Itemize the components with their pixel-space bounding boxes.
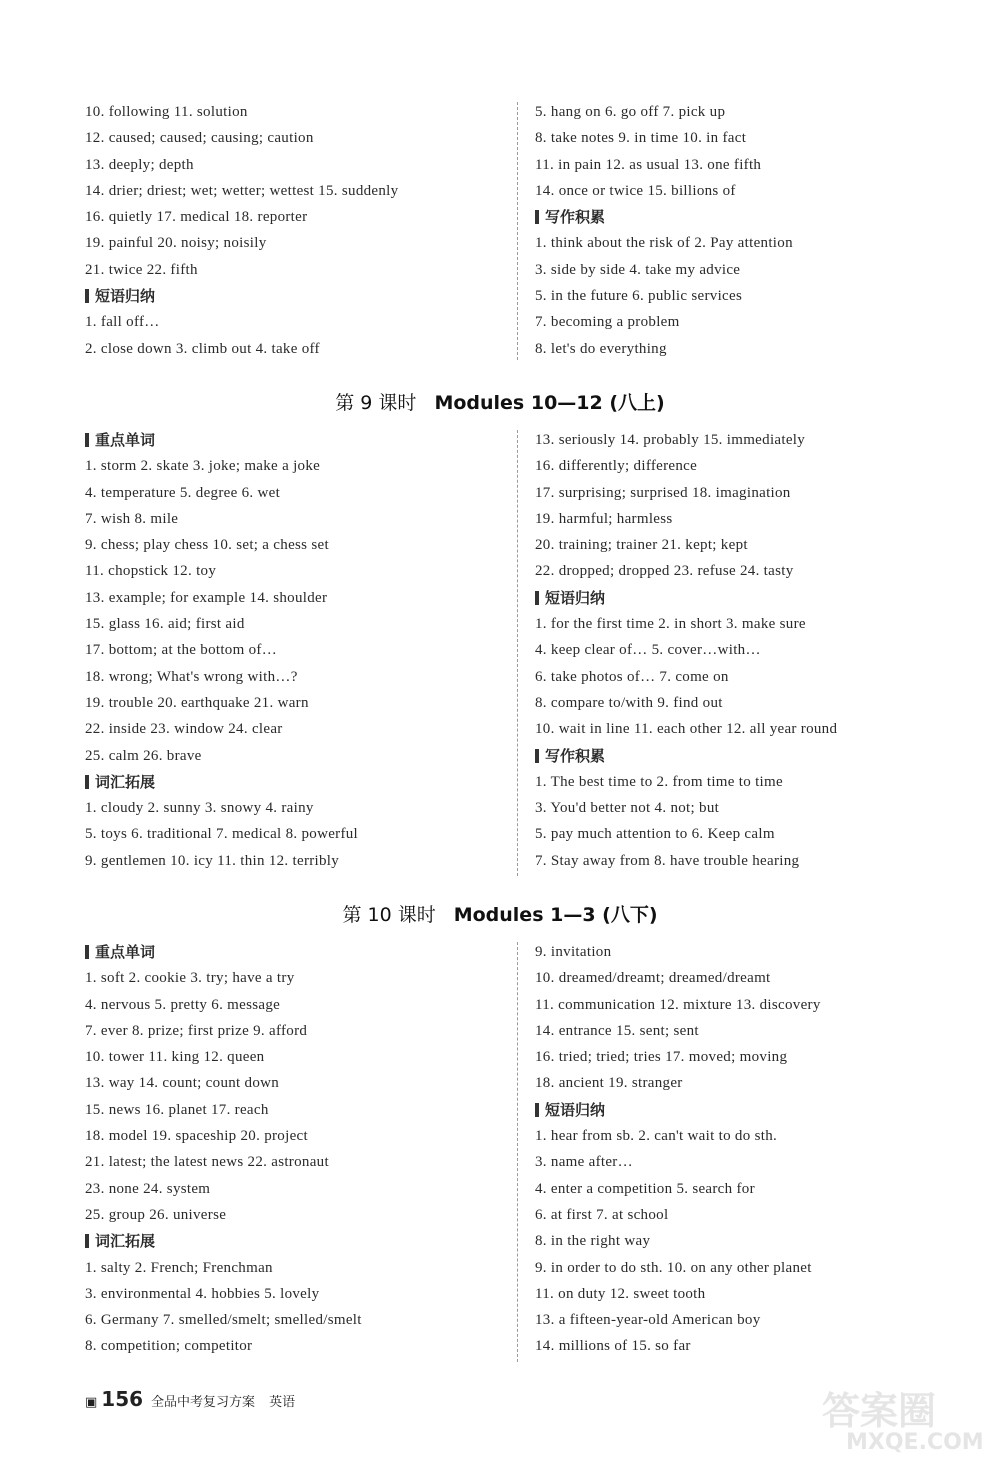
answer-line: 10. wait in line 11. each other 12. all year round — [535, 721, 838, 738]
answer-line: 10. tower 11. king 12. queen — [85, 1049, 265, 1066]
answer-line: 11. in pain 12. as usual 13. one fifth — [535, 156, 762, 173]
answer-line: 4. nervous 5. pretty 6. message — [85, 996, 281, 1013]
answer-line: 13. example; for example 14. shoulder — [85, 589, 328, 606]
answer-line: 2. close down 3. climb out 4. take off — [85, 340, 320, 357]
answer-line: 13. a fifteen-year-old American boy — [535, 1312, 761, 1329]
answer-line: 25. group 26. universe — [85, 1206, 227, 1223]
answer-line: 22. dropped; dropped 23. refuse 24. tasty — [535, 563, 794, 580]
heading-bar-icon — [535, 1103, 539, 1117]
answer-line: 3. side by side 4. take my advice — [535, 261, 741, 278]
answer-line: 11. communication 12. mixture 13. discovery — [535, 996, 821, 1013]
answer-line: 23. none 24. system — [85, 1180, 211, 1197]
heading-bar-icon — [85, 289, 89, 303]
answer-line: 25. calm 26. brave — [85, 747, 202, 764]
heading-bar-icon — [85, 1234, 89, 1248]
answer-line: 7. becoming a problem — [535, 314, 680, 331]
answer-line: 7. wish 8. mile — [85, 510, 179, 527]
section-heading — [535, 1097, 955, 1123]
answer-line: 9. invitation — [535, 944, 612, 960]
answer-line: 4. temperature 5. degree 6. wet — [85, 484, 281, 501]
top-left-column — [85, 99, 505, 362]
heading-bar-icon — [85, 945, 89, 959]
subject-label: 英语 — [269, 1395, 296, 1410]
watermark-site: MXQE.COM — [846, 1430, 984, 1455]
section-heading-text: 词汇拓展 — [95, 772, 156, 791]
lesson9-left-column — [85, 427, 505, 874]
answer-line: 4. keep clear of… 5. cover…with… — [535, 642, 761, 659]
section-heading-text: 重点单词 — [95, 943, 156, 961]
page-number: 156 — [101, 1387, 144, 1411]
answer-line: 5. in the future 6. public services — [535, 288, 743, 305]
heading-bar-icon — [535, 591, 539, 605]
answer-line: 15. news 16. planet 17. reach — [85, 1101, 269, 1118]
section-heading — [535, 585, 955, 611]
watermark-logo: 答案圈 — [822, 1389, 937, 1433]
top-right-column — [535, 99, 955, 362]
answer-line: 14. entrance 15. sent; sent — [535, 1022, 699, 1039]
page-footer — [85, 1387, 295, 1417]
answer-line: 8. let's do everything — [535, 340, 667, 357]
answer-line: 7. Stay away from 8. have trouble hearing — [535, 852, 800, 869]
answer-line: 19. trouble 20. earthquake 21. warn — [85, 694, 309, 711]
answer-line: 10. dreamed/dreamt; dreamed/dreamt — [535, 970, 771, 987]
answer-line: 1. soft 2. cookie 3. try; have a try — [85, 970, 295, 987]
section-heading-text: 重点单词 — [95, 431, 156, 449]
book-icon: ▣ — [85, 1395, 98, 1410]
answer-line: 18. model 19. spaceship 20. project — [85, 1128, 308, 1145]
answer-line: 3. You'd better not 4. not; but — [535, 800, 720, 817]
answer-line: 9. in order to do sth. 10. on any other planet — [535, 1259, 812, 1276]
lesson9-title-modules: Modules 10—12 (八上) — [434, 392, 665, 414]
answer-line: 8. take notes 9. in time 10. in fact — [535, 130, 747, 147]
answer-line: 21. latest; the latest news 22. astronaut — [85, 1154, 329, 1171]
answer-line: 11. on duty 12. sweet tooth — [535, 1285, 706, 1302]
section-heading — [85, 1228, 505, 1254]
answer-line: 13. seriously 14. probably 15. immediately — [535, 432, 806, 448]
heading-bar-icon — [85, 775, 89, 789]
answer-line: 3. name after… — [535, 1154, 633, 1171]
lesson10-title-cn: 第 10 课时 — [342, 904, 436, 926]
answer-line: 14. once or twice 15. billions of — [535, 182, 736, 199]
answer-line: 18. wrong; What's wrong with…? — [85, 668, 298, 685]
answer-line: 13. deeply; depth — [85, 156, 194, 173]
section-heading — [85, 427, 505, 453]
lesson10-title-modules: Modules 1—3 (八下) — [453, 904, 658, 926]
answer-line: 1. fall off… — [85, 314, 160, 331]
answer-line: 5. hang on 6. go off 7. pick up — [535, 104, 726, 120]
section-heading — [535, 743, 955, 769]
answer-line: 16. differently; difference — [535, 458, 698, 475]
section-heading — [85, 283, 505, 309]
section-heading-text: 写作积累 — [545, 746, 606, 765]
answer-line: 10. following 11. solution — [85, 104, 248, 120]
answer-line: 14. millions of 15. so far — [535, 1338, 691, 1355]
section-heading — [535, 204, 955, 230]
answer-line: 5. toys 6. traditional 7. medical 8. powerful — [85, 826, 359, 843]
answer-line: 1. think about the risk of 2. Pay attention — [535, 235, 793, 252]
answer-line: 1. cloudy 2. sunny 3. snowy 4. rainy — [85, 800, 314, 817]
answer-line: 9. gentlemen 10. icy 11. thin 12. terribly — [85, 852, 340, 869]
lesson9-title-cn: 第 9 课时 — [335, 392, 417, 414]
answer-line: 5. pay much attention to 6. Keep calm — [535, 826, 775, 843]
answer-line: 17. bottom; at the bottom of… — [85, 642, 278, 659]
lesson9-right-column — [535, 427, 955, 874]
answer-line: 6. Germany 7. smelled/smelt; smelled/smelt — [85, 1312, 362, 1329]
answer-line: 6. take photos of… 7. come on — [535, 668, 729, 685]
answer-line: 1. hear from sb. 2. can't wait to do sth. — [535, 1128, 778, 1145]
answer-line: 8. in the right way — [535, 1233, 651, 1250]
answer-line: 16. tried; tried; tries 17. moved; moving — [535, 1049, 788, 1066]
answer-line: 1. for the first time 2. in short 3. make sure — [535, 616, 806, 633]
column-divider — [517, 942, 518, 1362]
answer-line: 1. storm 2. skate 3. joke; make a joke — [85, 458, 321, 475]
lesson10-right-column — [535, 939, 955, 1360]
answer-line: 9. chess; play chess 10. set; a chess set — [85, 537, 329, 554]
answer-line: 13. way 14. count; count down — [85, 1075, 280, 1092]
answer-line: 11. chopstick 12. toy — [85, 563, 217, 580]
answer-line: 8. competition; competitor — [85, 1338, 253, 1355]
answer-line: 16. quietly 17. medical 18. reporter — [85, 209, 308, 226]
section-heading-text: 短语归纳 — [95, 287, 156, 306]
answer-line: 18. ancient 19. stranger — [535, 1075, 683, 1092]
answer-line: 19. harmful; harmless — [535, 510, 673, 527]
answer-line: 14. drier; driest; wet; wetter; wettest 15. suddenly — [85, 182, 399, 199]
answer-line: 1. The best time to 2. from time to time — [535, 773, 783, 790]
lesson10-title — [0, 900, 1000, 927]
section-heading-text: 词汇拓展 — [95, 1232, 156, 1251]
answer-line: 22. inside 23. window 24. clear — [85, 721, 283, 738]
section-heading-text: 写作积累 — [545, 208, 606, 227]
lesson10-left-column — [85, 939, 505, 1360]
heading-bar-icon — [535, 749, 539, 763]
book-title: 全品中考复习方案 — [151, 1395, 256, 1410]
column-divider — [517, 102, 518, 360]
answer-line: 6. at first 7. at school — [535, 1206, 669, 1223]
answer-line: 21. twice 22. fifth — [85, 261, 198, 278]
answer-line: 20. training; trainer 21. kept; kept — [535, 537, 748, 554]
answer-line: 12. caused; caused; causing; caution — [85, 130, 314, 147]
answer-line: 8. compare to/with 9. find out — [535, 694, 723, 711]
heading-bar-icon — [85, 433, 89, 447]
heading-bar-icon — [535, 210, 539, 224]
answer-line: 19. painful 20. noisy; noisily — [85, 235, 267, 252]
section-heading-text: 短语归纳 — [545, 1100, 606, 1119]
answer-line: 17. surprising; surprised 18. imagination — [535, 484, 791, 501]
answer-line: 4. enter a competition 5. search for — [535, 1180, 755, 1197]
answer-line: 15. glass 16. aid; first aid — [85, 616, 245, 633]
answer-line: 3. environmental 4. hobbies 5. lovely — [85, 1285, 320, 1302]
lesson9-title — [0, 388, 1000, 415]
section-heading — [85, 939, 505, 965]
answer-line: 7. ever 8. prize; first prize 9. afford — [85, 1022, 308, 1039]
section-heading — [85, 769, 505, 795]
answer-line: 1. salty 2. French; Frenchman — [85, 1259, 273, 1276]
section-heading-text: 短语归纳 — [545, 588, 606, 607]
column-divider — [517, 430, 518, 876]
